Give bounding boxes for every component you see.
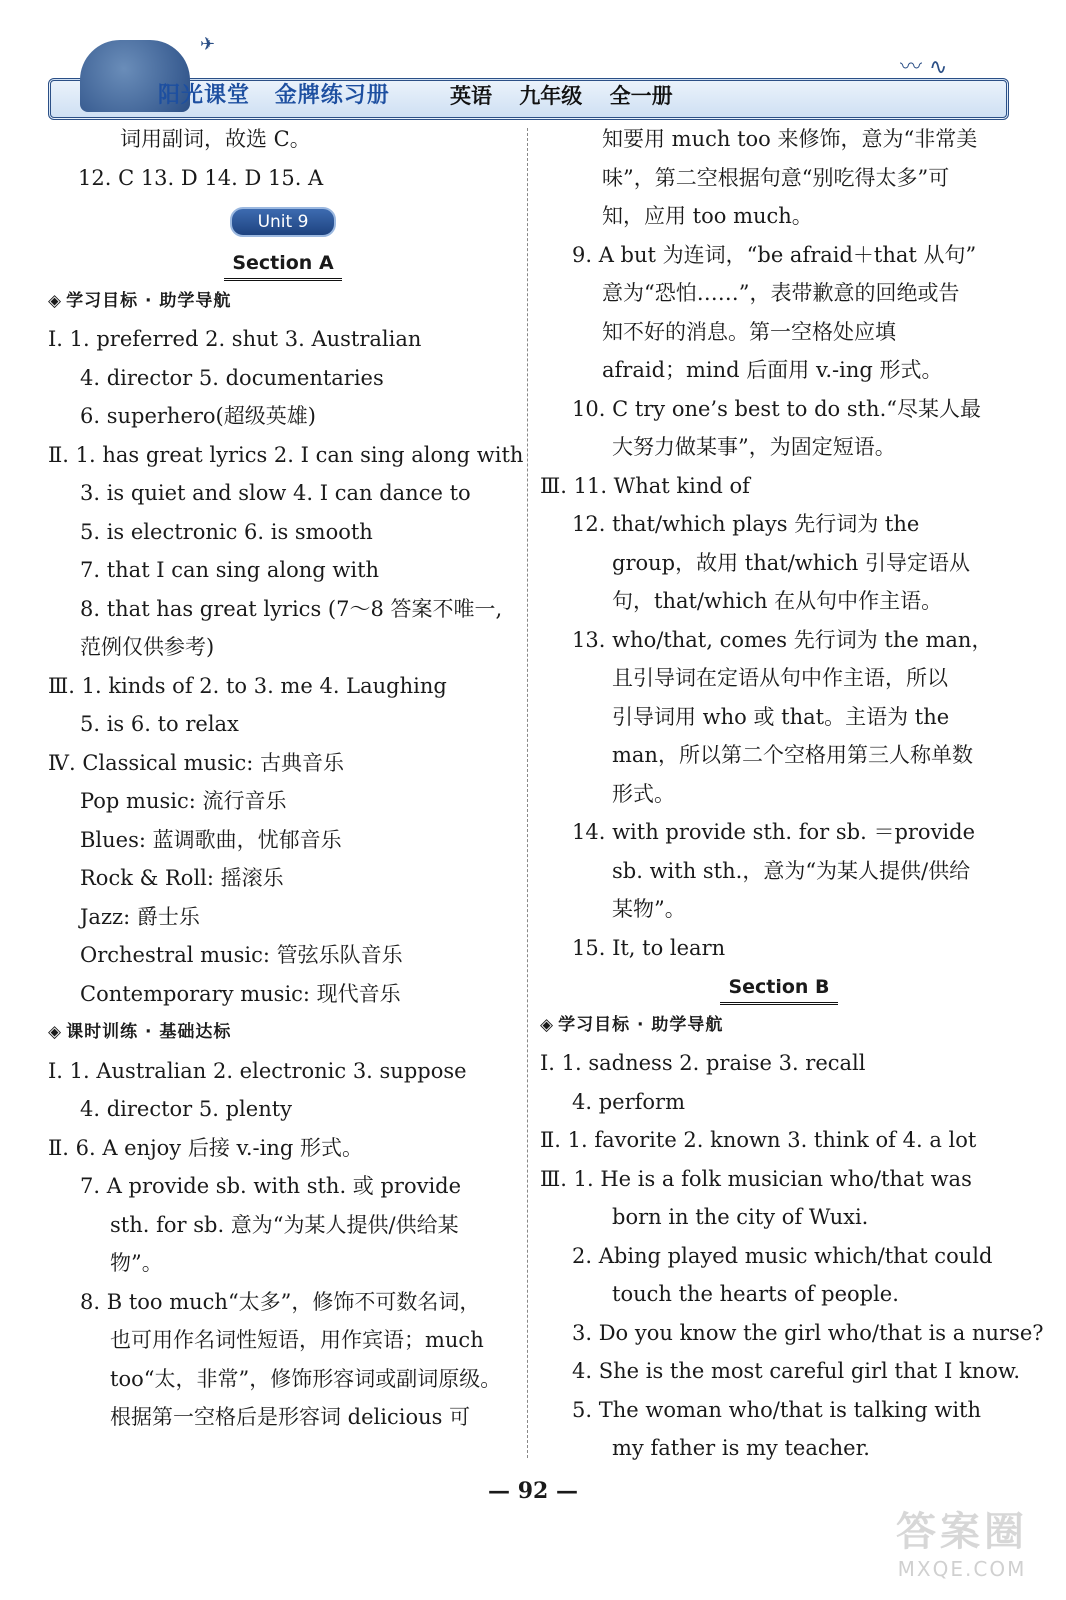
text-line: 7. A provide sb. with sth. 或 provide [80,1174,462,1198]
text-line: 12. C 13. D 14. D 15. A [78,165,324,190]
text-line: 也可用作名词性短语，用作宾语；much [110,1328,484,1352]
paper-plane-icon: ✈ [200,34,216,55]
diamond-icon: ◈ [48,290,63,311]
right-column [540,120,1044,1468]
text-line: Ⅲ. 1. He is a folk musician who/that was [540,1166,972,1191]
section-b-heading [540,967,1018,1006]
unit-badge: Unit 9 [230,207,337,237]
watermark-text: 答案圈 [896,1509,1028,1555]
text-line: 知不好的消息。第一空格处应填 [602,319,896,344]
text-line: 根据第一空格后是形容词 delicious 可 [110,1405,471,1429]
text-line: 3. Do you know the girl who/that is a nurse? [572,1320,1044,1345]
text-line: 2. Abing played music which/that could [572,1243,993,1268]
text-line: 句，that/which 在从句中作主语。 [612,589,943,613]
text-line: 4. director 5. plenty [80,1097,293,1121]
text-line: Ⅰ. 1. preferred 2. shut 3. Australian [48,327,422,351]
text-line: 6. superhero(超级英雄) [80,404,316,428]
page-header [40,30,1010,120]
subject-title: 英语 九年级 全一册 [450,84,673,108]
subsection-heading [48,282,518,321]
subsection-heading [48,1013,518,1052]
text-line: 且引导词在定语从句中作主语，所以 [612,666,948,690]
text-line: too“太，非常”，修饰形容词或副词原级。 [110,1366,502,1391]
text-line: 4. She is the most careful girl that I know. [572,1359,1021,1383]
brand-name: 阳光课堂 [158,83,251,108]
text-line: 大努力做某事”，为固定短语。 [612,435,896,459]
text-line: 5. The woman who/that is talking with [572,1397,981,1422]
text-line: 5. is 6. to relax [80,712,239,736]
text-line: 4. director 5. documentaries [80,365,384,390]
text-line: Rock & Roll: 摇滚乐 [80,866,284,890]
subsection-label: 学习目标 · 助学导航 [558,1014,724,1035]
text-line: born in the city of Wuxi. [612,1205,869,1229]
text-line: 3. is quiet and slow 4. I can dance to [80,481,471,505]
text-line: 引导词用 who 或 that。主语为 the [612,704,950,729]
text-line: afraid；mind 后面用 v.-ing 形式。 [602,358,943,382]
text-line: 知要用 much too 来修饰，意为“非常美 [602,127,978,151]
birds-icon: 〰 ∿ [900,55,948,80]
text-line: 物”。 [110,1251,163,1275]
text-line: 10. C try one’s best to do sth.“尽某人最 [572,396,981,421]
text-line: 味”，第二空根据句意“别吃得太多”可 [602,165,950,190]
text-line: Ⅲ. 1. kinds of 2. to 3. me 4. Laughing [48,673,447,698]
text-line: 12. that/which plays 先行词为 the [572,512,920,536]
text-line: 意为“恐怕……”，表带歉意的回绝或告 [602,281,960,305]
brand-title [158,80,390,112]
subsection-heading [540,1006,1018,1045]
text-line: Jazz: 爵士乐 [80,904,200,929]
column-divider [527,128,528,1458]
text-line: 形式。 [612,781,675,806]
text-line: Ⅳ. Classical music: 古典音乐 [48,750,345,775]
text-line: 8. that has great lyrics (7～8 答案不唯一, [80,596,503,621]
text-line: my father is my teacher. [612,1436,870,1460]
text-line: Ⅰ. 1. sadness 2. praise 3. recall [540,1051,866,1075]
diamond-icon: ◈ [540,1014,555,1035]
text-line: Blues: 蓝调歌曲，忧郁音乐 [80,827,342,852]
section-title: Section A [224,248,341,281]
text-line: man，所以第二个空格用第三人称单数 [612,743,973,767]
brand-series: 金牌练习册 [274,83,390,108]
text-line: 13. who/that, comes 先行词为 the man， [572,627,993,652]
section-title: Section B [720,972,837,1005]
page-number: — 92 — [488,1478,578,1504]
text-line: Ⅱ. 1. favorite 2. known 3. think of 4. a lot [540,1128,977,1152]
text-line: 5. is electronic 6. is smooth [80,519,373,544]
unit-heading [48,197,518,243]
section-a-heading [48,243,518,282]
text-line: 7. that I can sing along with [80,558,380,582]
text-line: Orchestral music: 管弦乐队音乐 [80,943,403,967]
text-line: touch the hearts of people. [612,1282,899,1306]
text-line: 范例仅供参考) [80,635,215,659]
text-line: Ⅲ. 11. What kind of [540,473,750,498]
watermark-logo [872,1500,1052,1590]
text-line: 15. It, to learn [572,935,726,960]
text-line: 4. perform [572,1089,685,1114]
text-line: 8. B too much“太多”，修饰不可数名词， [80,1289,481,1314]
text-line: 9. A but 为连词，“be afraid＋that 从句” [572,242,977,267]
left-column [48,120,524,1437]
text-line: Ⅱ. 6. A enjoy 后接 v.-ing 形式。 [48,1135,363,1160]
subsection-label: 课时训练 · 基础达标 [66,1022,232,1042]
text-line: Contemporary music: 现代音乐 [80,981,401,1006]
text-line: sb. with sth.，意为“为某人提供/供给 [612,858,971,883]
text-line: Pop music: 流行音乐 [80,789,287,813]
text-line: 14. with provide sth. for sb. ＝provide [572,820,976,844]
text-line: Ⅰ. 1. Australian 2. electronic 3. suppose [48,1058,467,1083]
subsection-label: 学习目标 · 助学导航 [66,290,232,311]
text-line: Ⅱ. 1. has great lyrics 2. I can sing along with [48,442,524,467]
text-line: 某物”。 [612,897,686,921]
diamond-icon: ◈ [48,1022,63,1042]
watermark-url: MXQE.COM [897,1557,1027,1581]
text-line: sth. for sb. 意为“为某人提供/供给某 [110,1212,459,1237]
text-line: group，故用 that/which 引导定语从 [612,550,970,575]
text-line: 知，应用 too much。 [602,204,813,228]
text-line: 词用副词，故选 C。 [120,127,311,151]
